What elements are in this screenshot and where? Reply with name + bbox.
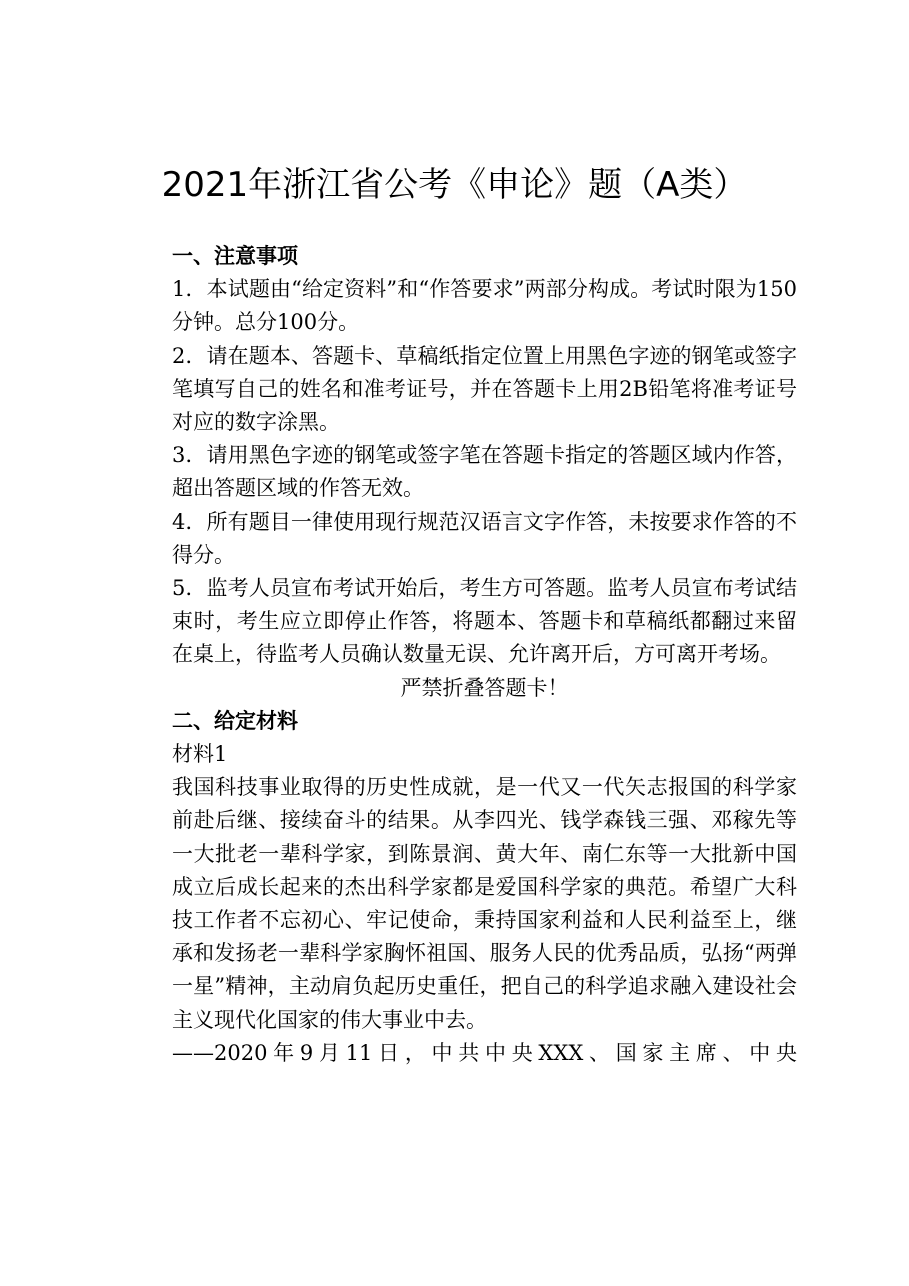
section-heading-materials: 二、给定材料 <box>172 708 298 733</box>
document-title: 2021年浙江省公考《申论》题（A类） <box>161 165 748 205</box>
warning-text: 严禁折叠答题卡！ <box>400 675 569 700</box>
document-body <box>172 240 797 1070</box>
material-attribution: ——2020年9月11日，中共中央XXX、国家主席、中央 <box>172 1040 797 1065</box>
material-label: 材料1 <box>172 742 228 767</box>
material-paragraph: 我国科技事业取得的历史性成就，是一代又一代矢志报国的科学家前赴后继、接续奋斗的结果。从李四光、钱学森钱三强、邓稼先等一大批老一辈科学家，到陈景润、黄大年、南仁东等一大批新中国成立后成长起来的杰出科学家都是爱国科学家的典范。希望广大科技工作者不忘初心、牢记使命，秉持国家利益和人民利益至上，继承和发扬老一辈科学家胸怀祖国、服务人民的优秀品质，弘扬“两弹一星”精神，主动肩负起历史重任，把自己的科学追求融入建设社会主义现代化国家的伟大事业中去。 <box>172 775 797 1032</box>
section-heading-notes: 一、注意事项 <box>172 244 298 268</box>
notice-item-2: 2．请在题本、答题卡、草稿纸指定位置上用黑色字迹的钢笔或签字笔填写自己的姓名和准考证号，并在答题卡上用2B铅笔将准考证号对应的数字涂黑。 <box>172 343 797 435</box>
notice-item-5: 5．监考人员宣布考试开始后，考生方可答题。监考人员宣布考试结束时，考生应立即停止作答，将题本、答题卡和草稿纸都翻过来留在桌上，待监考人员确认数量无误、允许离开后，方可离开考场。 <box>172 576 797 667</box>
notice-item-4: 4．所有题目一律使用现行规范汉语言文字作答，未按要求作答的不得分。 <box>172 509 797 567</box>
notice-item-3: 3．请用黑色字迹的钢笔或签字笔在答题卡指定的答题区域内作答，超出答题区域的作答无效。 <box>172 443 797 501</box>
notice-item-1: 1．本试题由“给定资料”和“作答要求”两部分构成。考试时限为150分钟。总分100分。 <box>172 277 797 335</box>
